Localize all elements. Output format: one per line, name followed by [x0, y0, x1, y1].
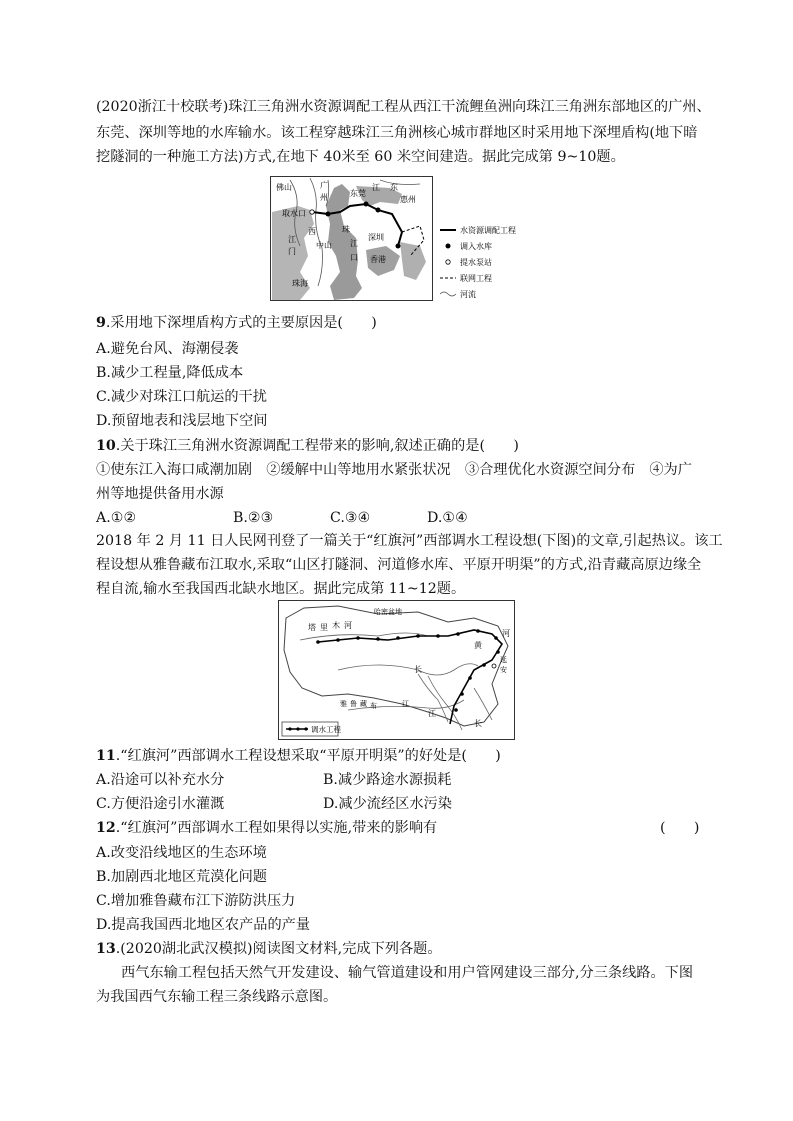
question-11-option-c: C.方便沿途引水灌溉: [96, 796, 225, 812]
question-9-number: 9: [96, 315, 106, 331]
legend-reservoir-symbol: [446, 244, 451, 249]
question-11-option-d: D.减少流经区水污染: [323, 796, 452, 812]
map2-label: 鲁: [350, 700, 357, 708]
map1-label: 佛山: [276, 183, 292, 192]
legend-reservoir-label: 调入水库: [460, 242, 492, 251]
legend-diversion-dot: [304, 727, 307, 730]
map1-label: 惠州: [400, 195, 416, 204]
question-13-para-line-1: 西气东输工程包括天然气开发建设、输气管道建设和用户管网建设三部分,分三条线路。下图: [121, 965, 694, 981]
map1-label: 门: [288, 247, 296, 256]
pump-station: [310, 210, 314, 214]
question-10-option-c: C.③④: [330, 510, 371, 526]
map1-label: 东莞: [350, 189, 366, 198]
legend-pump-symbol: [446, 260, 450, 264]
legend-river-label: 河流: [460, 290, 476, 299]
map1-label: 取水口: [282, 209, 306, 218]
question-9-stem: [96, 313, 377, 333]
question-9-option-d: D.预留地表和浅层地下空间: [96, 413, 268, 429]
legend-network-label: 联网工程: [460, 274, 492, 283]
question-9-option-a: A.避免台风、海潮侵袭: [96, 341, 239, 357]
map2-label: 雅: [340, 700, 347, 708]
map2-label: 延: [500, 656, 507, 664]
question-10-statements-cont: 州等地提供备用水源: [96, 486, 224, 502]
intro2-line-2: 程设想从雅鲁藏布江取水,采取“山区打隧洞、河道修水库、平原开明渠”的方式,沿青藏高原边缘全: [96, 557, 702, 573]
question-11-option-b: B.减少路途水源损耗: [323, 772, 452, 788]
question-12-number: 12: [96, 820, 116, 836]
map2-label: 长: [414, 665, 422, 674]
map2-label: 里: [320, 623, 328, 632]
intro1-line-1: (2020浙江十校联考)珠江三角洲水资源调配工程从西江干流鲤鱼洲向珠江三角洲东部地区的广州、: [96, 99, 711, 115]
question-10-stem: [96, 436, 519, 456]
question-12-text: .“红旗河”西部调水工程如果得以实施,带来的影响有: [115, 820, 438, 836]
map1-label: 深圳: [368, 233, 384, 242]
pearl-river-delta-map-svg: [270, 176, 532, 303]
map2-label: 河: [344, 621, 352, 630]
question-10-option-a: A.①②: [96, 510, 137, 526]
map1-label: 东: [390, 183, 398, 192]
question-12-stem: [96, 818, 437, 838]
legend-diversion-dot: [288, 727, 291, 730]
legend-pump-label: 提水泵站: [460, 258, 492, 267]
map2-label: 河: [502, 629, 510, 638]
map2-label: 江: [428, 709, 436, 718]
map2-label: 木: [332, 621, 340, 630]
reservoir-dot: [326, 212, 331, 217]
legend-diversion-dot: [296, 727, 299, 730]
map1-label: 江: [288, 235, 296, 244]
question-12-option-a: A.改变沿线地区的生态环境: [96, 845, 267, 861]
map1-label: 广: [320, 181, 328, 190]
map2-label: 藏: [360, 700, 367, 708]
map1-label: 江: [372, 183, 380, 192]
legend-diversion-label: 调水工程: [311, 725, 341, 734]
question-13-number: 13: [96, 941, 116, 957]
question-9-text: .采用地下深埋盾构方式的主要原因是( ): [105, 315, 377, 331]
question-11-stem: [96, 746, 501, 766]
question-10-option-d: D.①④: [427, 510, 468, 526]
question-12-answer-paren: ( ): [660, 820, 700, 836]
question-13-para-line-2: 为我国西气东输工程三条线路示意图。: [96, 989, 338, 1005]
question-10-option-b: B.②③: [233, 510, 274, 526]
map1-label: 州: [320, 193, 328, 202]
question-13-text: .(2020湖北武汉模拟)阅读图文材料,完成下列各题。: [115, 941, 442, 957]
reservoir-dot: [396, 244, 401, 249]
map2-label: 安: [500, 666, 507, 674]
legend-transfer-label: 水资源调配工程: [460, 226, 516, 235]
map1-label: 口: [350, 253, 358, 262]
yanan-marker: [492, 664, 496, 668]
question-9-option-b: B.减少工程量,降低成本: [96, 365, 244, 381]
intro2-line-1: 2018 年 2 月 11 日人民网刊登了一篇关于“红旗河”西部调水工程设想(下图)的文章,引起热议。该工: [96, 533, 723, 549]
question-12-option-b: B.加剧西北地区荒漠化问题: [96, 869, 267, 885]
question-11-option-a: A.沿途可以补充水分: [96, 772, 225, 788]
map2-label: 江: [402, 700, 409, 708]
question-10-number: 10: [96, 438, 116, 454]
map2-label: 长: [474, 719, 482, 728]
question-11-text: .“红旗河”西部调水工程设想采取“平原开明渠”的好处是( ): [115, 748, 501, 764]
legend-river-symbol: [440, 292, 456, 296]
intro1-line-2: 东莞、深圳等地的水库输水。该工程穿越珠江三角洲核心城市群地区时采用地下深埋盾构(地下暗: [96, 125, 698, 141]
map2-label: 哈密盆地: [374, 608, 402, 616]
map2-label: 塔: [308, 623, 316, 632]
pearl-river-delta-map: [270, 176, 532, 303]
red-flag-river-map-svg: [278, 600, 515, 740]
reservoir-dot: [376, 208, 381, 213]
intro2-line-3: 程自流,输水至我国西北缺水地区。据此完成第 11~12题。: [96, 581, 466, 597]
question-12-option-d: D.提高我国西北地区农产品的产量: [96, 917, 311, 933]
map1-label: 江: [350, 239, 358, 248]
question-10-statements: ①使东江入海口咸潮加剧 ②缓解中山等地用水紧张状况 ③合理优化水资源空间分布 ④为广: [96, 462, 692, 478]
question-12-option-c: C.增加雅鲁藏布江下游防洪压力: [96, 893, 296, 909]
map1-label: 香港: [370, 255, 386, 264]
question-10-text: .关于珠江三角洲水资源调配工程带来的影响,叙述正确的是( ): [115, 438, 519, 454]
map1-label: 珠: [342, 225, 350, 234]
question-9-option-c: C.减少对珠江口航运的干扰: [96, 389, 267, 405]
map2-label: 黄: [474, 641, 482, 650]
map1-label: 西: [308, 227, 316, 236]
reservoir-dot: [364, 202, 369, 207]
red-flag-river-map: [278, 600, 515, 740]
intro1-line-3: 挖隧洞的一种施工方法)方式,在地下 40米至 60 米空间建造。据此完成第 9~10题。: [96, 149, 625, 165]
question-11-number: 11: [96, 748, 116, 764]
map2-label: 布: [370, 702, 377, 710]
question-13-stem: [96, 939, 442, 959]
map1-label: 中山: [316, 241, 332, 250]
map1-label: 珠海: [292, 279, 308, 288]
